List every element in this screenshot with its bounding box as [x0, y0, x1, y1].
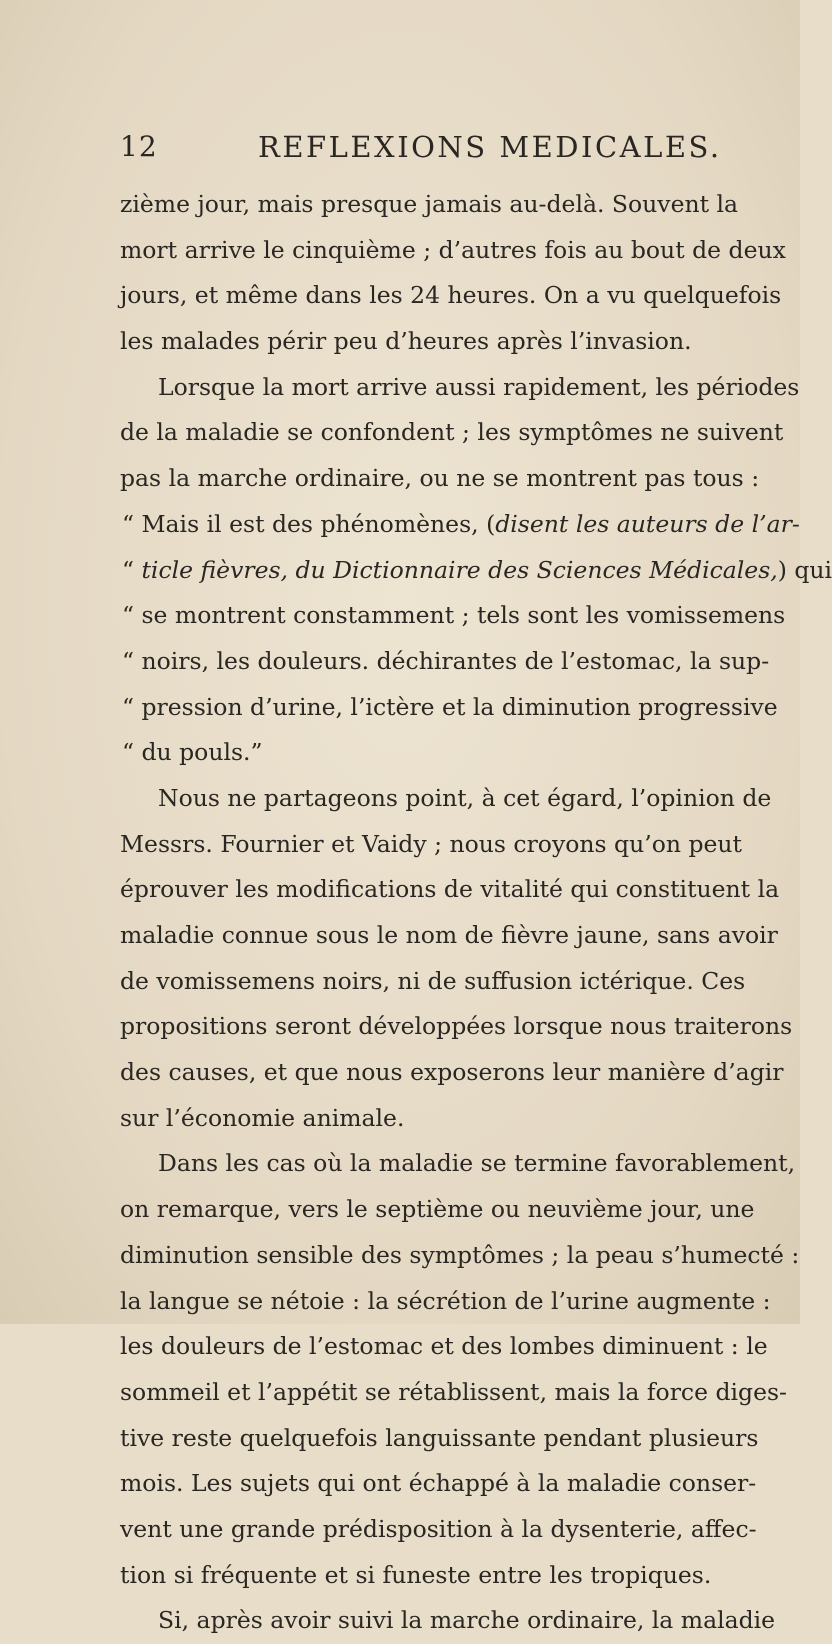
text-line: tive reste quelquefois languissante pendant plusieurs — [120, 1423, 759, 1452]
text-line: Lorsque la mort arrive aussi rapidement, les périodes — [158, 372, 800, 401]
text-segment: “ Mais il est des phénomènes, ( — [122, 509, 496, 538]
page-header — [0, 130, 800, 170]
text-line: Messrs. Fournier et Vaidy ; nous croyons qu’on peut — [120, 829, 742, 858]
text-line: jours, et même dans les 24 heures. On a vu quelquefois — [120, 281, 782, 310]
text-line: zième jour, mais presque jamais au-delà. Souvent la — [120, 190, 739, 218]
text-line: mort arrive le cinquième ; d’autres fois au bout de deux — [120, 235, 786, 264]
text-line: tion si fréquente et si funeste entre les tropiques. — [120, 1560, 712, 1589]
text-line: éprouver les modifications de vitalité qui constituent la — [120, 875, 780, 904]
body-text — [120, 182, 832, 1644]
text-line: sommeil et l’appétit se rétablissent, mais la force diges- — [120, 1377, 787, 1406]
text-line: les malades périr peu d’heures après l’invasion. — [120, 327, 692, 356]
text-line: Nous ne partageons point, à cet égard, l’opinion de — [158, 783, 772, 812]
text-line: “ du pouls.” — [122, 738, 263, 767]
text-line — [120, 548, 832, 594]
text-line: on remarque, vers le septième ou neuvième jour, une — [120, 1195, 755, 1224]
page-number: 12 — [120, 130, 158, 163]
text-line: propositions seront développées lorsque nous traiterons — [120, 1012, 793, 1041]
text-line: de vomissemens noirs, ni de suffusion ictérique. Ces — [120, 966, 746, 995]
text-segment-italic: disent les auteurs de l’ar- — [495, 509, 800, 538]
text-line: de la maladie se confondent ; les symptômes ne suivent — [120, 418, 784, 447]
text-line: “ pression d’urine, l’ictère et la diminution progressive — [122, 692, 778, 721]
text-segment: ) qui — [777, 555, 832, 584]
text-line — [120, 502, 800, 548]
text-line: sur l’économie animale. — [120, 1103, 405, 1132]
text-line: “ noirs, les douleurs. déchirantes de l’estomac, la sup- — [122, 646, 770, 675]
text-line: maladie connue sous le nom de fièvre jaune, sans avoir — [120, 921, 778, 949]
text-line: Dans les cas où la maladie se termine favorablement, — [158, 1149, 796, 1178]
text-segment: “ — [122, 555, 142, 584]
text-line: mois. Les sujets qui ont échappé à la maladie conser- — [120, 1469, 757, 1498]
text-line: des causes, et que nous exposerons leur manière d’agir — [120, 1058, 784, 1087]
running-title: REFLEXIONS MEDICALES. — [258, 130, 722, 164]
text-line: les douleurs de l’estomac et des lombes diminuent : le — [120, 1332, 768, 1361]
text-line: diminution sensible des symptômes ; la peau s’humecté : — [120, 1240, 800, 1269]
text-line: “ se montrent constamment ; tels sont les vomissemens — [122, 601, 786, 630]
text-segment-italic: ticle fièvres, du Dictionnaire des Sciences Médicales, — [141, 555, 778, 584]
text-line: pas la marche ordinaire, ou ne se montrent pas tous : — [120, 464, 760, 493]
text-line: la langue se nétoie : la sécrétion de l’urine augmente : — [120, 1286, 771, 1315]
text-line: vent une grande prédisposition à la dysenterie, affec- — [120, 1514, 757, 1543]
text-line: Si, après avoir suivi la marche ordinaire, la maladie — [158, 1606, 776, 1635]
